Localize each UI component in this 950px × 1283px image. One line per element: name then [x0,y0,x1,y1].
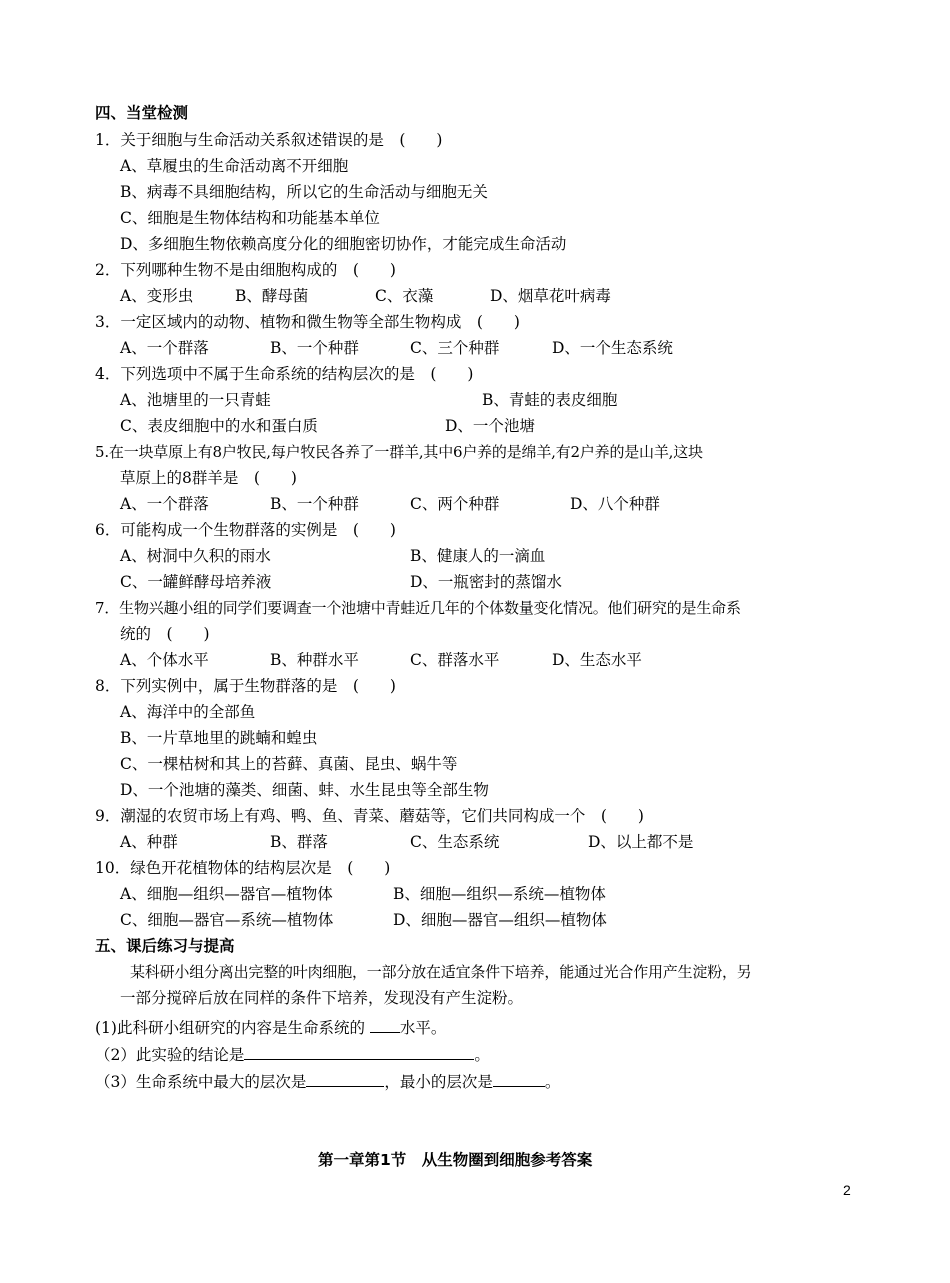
question-7-stem: 7．生物兴趣小组的同学们要调查一个池塘中青蛙近几年的个体数量变化情况。他们研究的是生命系 [95,599,741,617]
question-6-option-c: C、一罐鲜酵母培养液 [120,573,272,591]
question-8-option-a: A、海洋中的全部鱼 [120,703,256,721]
question-5-option-c: C、两个种群 [410,495,500,513]
question-2-stem: 2．下列哪种生物不是由细胞构成的 ( ) [95,261,396,279]
subquestion-1 [95,1017,446,1038]
question-9-stem: 9．潮湿的农贸市场上有鸡、鸭、鱼、青菜、蘑菇等，它们共同构成一个 ( ) [95,807,644,825]
question-6-stem: 6．可能构成一个生物群落的实例是 ( ) [95,521,396,539]
question-1-option-d: D、多细胞生物依赖高度分化的细胞密切协作，才能完成生命活动 [120,235,567,253]
question-4-option-d: D、一个池塘 [445,417,535,435]
subquestion-3 [95,1071,560,1092]
subquestion-3-text: （3）生命系统中最大的层次是 [95,1073,307,1091]
question-9-option-a: A、种群 [120,833,178,851]
question-10-option-b: B、细胞—组织—系统—植物体 [393,885,606,903]
subquestion-1-text: (1)此科研小组研究的内容是生命系统的 [95,1019,370,1037]
question-10-stem: 10．绿色开花植物体的结构层次是 ( ) [95,859,391,877]
question-9-option-c: C、生态系统 [410,833,500,851]
answer-section-title: 第一章第1节 从生物圈到细胞参考答案 [318,1151,593,1169]
section-5-paragraph-line-1: 某科研小组分离出完整的叶肉细胞，一部分放在适宜条件下培养，能通过光合作用产生淀粉，另 [130,963,752,981]
answer-blank-1[interactable] [370,1017,400,1033]
question-4-option-b: B、青蛙的表皮细胞 [482,391,618,409]
question-3-option-b: B、一个种群 [270,339,359,357]
question-4-option-c: C、表皮细胞中的水和蛋白质 [120,417,318,435]
question-3-option-c: C、三个种群 [410,339,500,357]
question-7-option-b: B、种群水平 [270,651,359,669]
question-2-option-d: D、烟草花叶病毒 [490,287,611,305]
subquestion-2-suffix: 。 [474,1046,490,1064]
question-1-option-a: A、草履虫的生命活动离不开细胞 [120,157,349,175]
section-5-heading: 五、课后练习与提高 [95,937,235,955]
subquestion-3-suffix: 。 [544,1073,561,1091]
section-5-paragraph-line-2: 一部分搅碎后放在同样的条件下培养，发现没有产生淀粉。 [120,989,524,1007]
question-6-option-d: D、一瓶密封的蒸馏水 [410,573,562,591]
answer-blank-2[interactable] [244,1044,474,1060]
question-3-option-a: A、一个群落 [120,339,209,357]
question-10-option-a: A、细胞—组织—器官—植物体 [120,885,333,903]
subquestion-3-middle: ，最小的层次是 [384,1073,493,1091]
question-7-option-a: A、个体水平 [120,651,209,669]
question-5-option-d: D、八个种群 [570,495,660,513]
question-1-option-b: B、病毒不具细胞结构，所以它的生命活动与细胞无关 [120,183,488,201]
subquestion-2-text: （2）此实验的结论是 [95,1046,245,1064]
page-number: 2 [843,1182,851,1198]
question-6-option-b: B、健康人的一滴血 [410,547,546,565]
subquestion-2 [95,1044,490,1065]
question-5-option-b: B、一个种群 [270,495,359,513]
question-1-stem: 1．关于细胞与生命活动关系叙述错误的是 ( ) [95,131,443,149]
question-7-stem-cont: 统的 ( ) [120,625,210,643]
question-3-option-d: D、一个生态系统 [552,339,673,357]
answer-blank-4[interactable] [493,1071,545,1087]
question-8-stem: 8．下列实例中，属于生物群落的是 ( ) [95,677,396,695]
question-5-option-a: A、一个群落 [120,495,209,513]
question-9-option-d: D、以上都不是 [588,833,694,851]
subquestion-1-suffix: 水平。 [399,1019,447,1037]
section-4-heading: 四、当堂检测 [95,104,189,122]
question-10-option-d: D、细胞—器官—组织—植物体 [393,911,607,929]
question-10-option-c: C、细胞—器官—系统—植物体 [120,911,334,929]
question-8-option-d: D、一个池塘的藻类、细菌、蚌、水生昆虫等全部生物 [120,781,489,799]
question-8-option-b: B、一片草地里的跳蝻和蝗虫 [120,729,318,747]
question-7-option-c: C、群落水平 [410,651,500,669]
question-5-stem-cont: 草原上的8群羊是 ( ) [120,469,297,487]
question-2-option-c: C、衣藻 [375,287,434,305]
question-2-option-b: B、酵母菌 [235,287,309,305]
question-6-option-a: A、树洞中久积的雨水 [120,547,271,565]
question-8-option-c: C、一棵枯树和其上的苔藓、真菌、昆虫、蜗牛等 [120,755,458,773]
question-9-option-b: B、群落 [270,833,328,851]
question-4-option-a: A、池塘里的一只青蛙 [120,391,271,409]
question-4-stem: 4．下列选项中不属于生命系统的结构层次的是 ( ) [95,365,474,383]
question-1-option-c: C、细胞是生物体结构和功能基本单位 [120,209,380,227]
question-5-stem: 5.在一块草原上有8户牧民,每户牧民各养了一群羊,其中6户养的是绵羊,有2户养的是山羊,这块 [95,443,703,461]
answer-blank-3[interactable] [306,1071,384,1087]
question-7-option-d: D、生态水平 [552,651,642,669]
question-2-option-a: A、变形虫 [120,287,194,305]
question-3-stem: 3．一定区域内的动物、植物和微生物等全部生物构成 ( ) [95,313,520,331]
